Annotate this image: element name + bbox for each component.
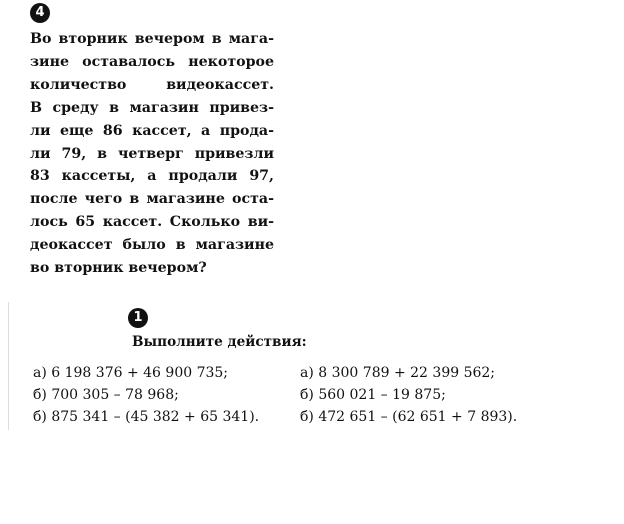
exercise-item: а) 6 198 376 + 46 900 735; <box>33 365 229 381</box>
problem-line: Во вторник вечером в мага- <box>30 31 274 47</box>
exercise-item: а) 8 300 789 + 22 399 562; <box>300 365 496 381</box>
problem-line: деокассет было в магазине <box>30 237 274 254</box>
exercise-right-column <box>300 362 517 428</box>
exercise-number-badge: 1 <box>128 308 148 328</box>
problem-number-badge: 4 <box>30 3 50 23</box>
exercise-instruction: Выполните действия: <box>132 334 307 350</box>
exercise-left-column <box>33 362 259 428</box>
problem-line: после чего в магазине оста- <box>30 191 274 208</box>
exercise-item: б) 700 305 – 78 968; <box>33 387 179 403</box>
exercise-item: б) 472 651 – (62 651 + 7 893). <box>300 409 518 425</box>
problem-line: количество видеокассет. <box>30 76 274 93</box>
problem-line: ли еще 86 кассет, а прода- <box>30 122 274 139</box>
exercise-item: б) 875 341 – (45 382 + 65 341). <box>33 409 260 425</box>
margin-divider <box>8 302 9 430</box>
exercise-item: б) 560 021 – 19 875; <box>300 387 446 403</box>
word-problem-text <box>30 28 274 280</box>
problem-line: во вторник вечером? <box>30 260 207 277</box>
problem-line: В среду в магазин привез- <box>30 99 274 116</box>
problem-line: 83 кассеты, а продали 97, <box>30 168 274 185</box>
problem-line: ли 79, в четверг привезли <box>30 145 274 162</box>
problem-line: зине оставалось некоторое <box>30 53 274 70</box>
problem-line: лось 65 кассет. Сколько ви- <box>30 214 274 231</box>
